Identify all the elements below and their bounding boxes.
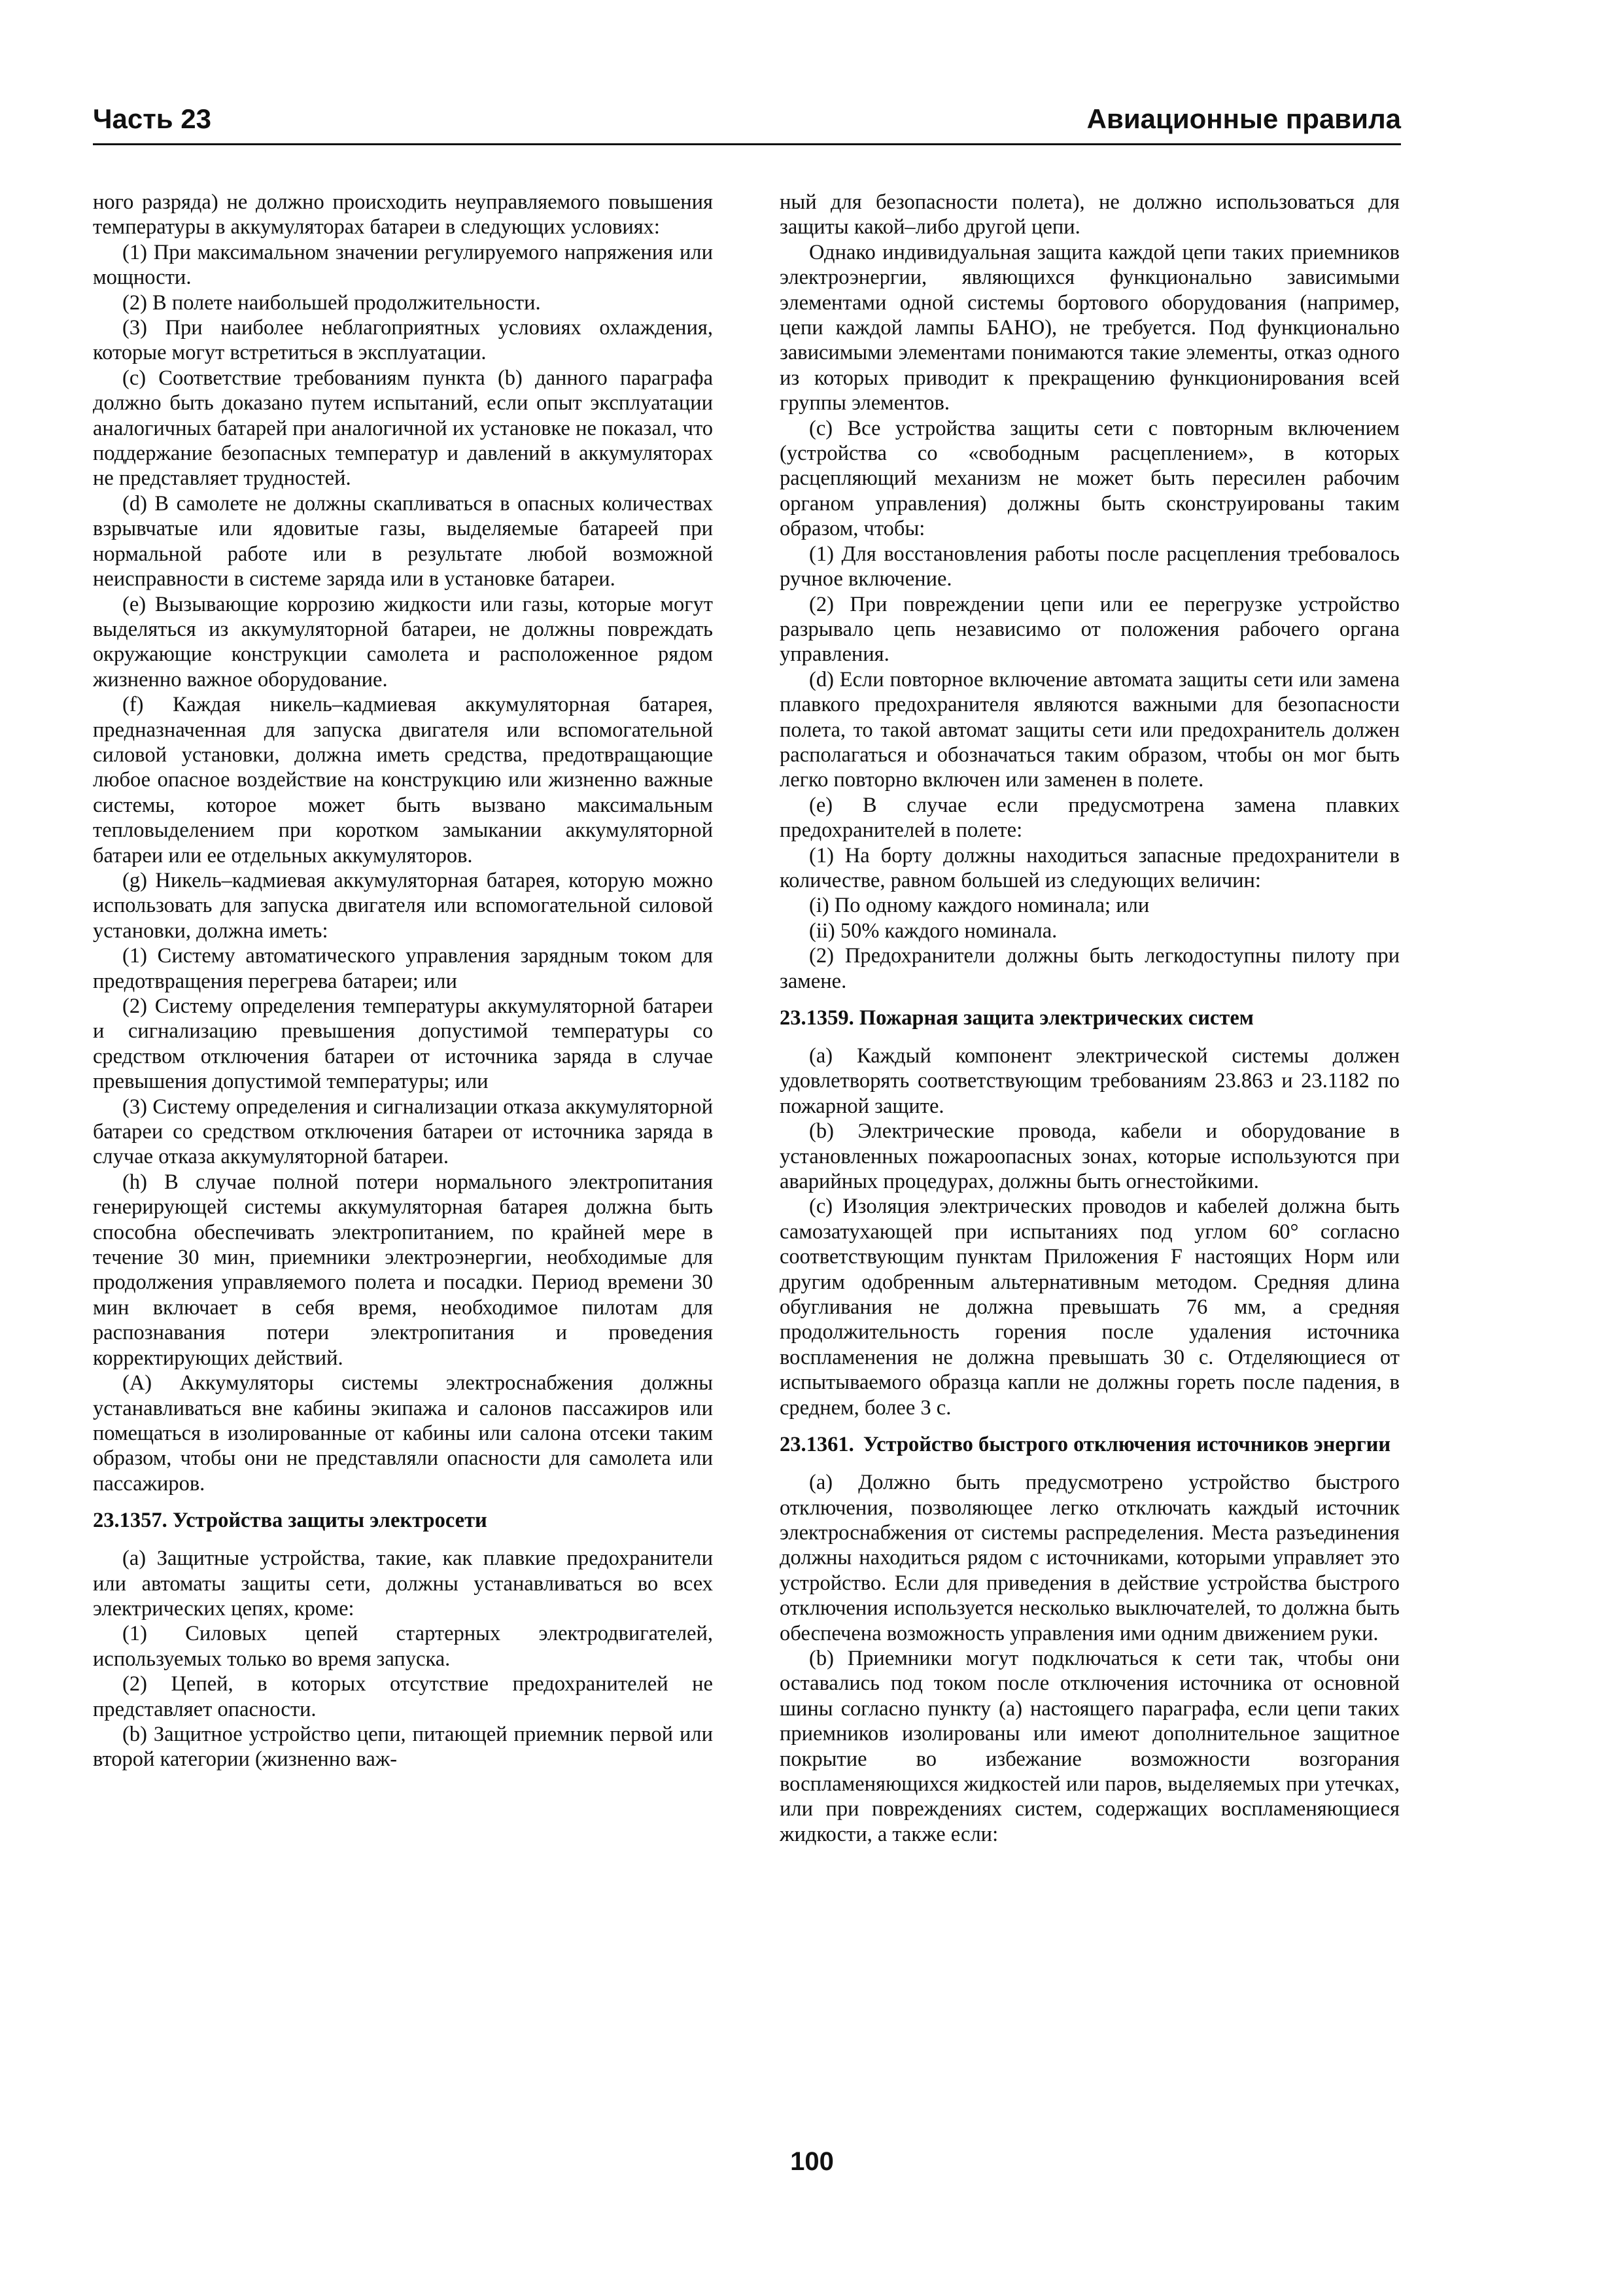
header-rule xyxy=(93,143,1401,145)
paragraph: (g) Никель–кадмиевая аккумуляторная батарея, которую можно использовать для запуска двигателя или вспомогательной силовой установки, должна иметь: xyxy=(93,868,713,943)
paragraph: (1) Силовых цепей стартерных электродвигателей, используемых только во время запуска. xyxy=(93,1622,713,1671)
section-title: Устройство быстрого отключения источников энергии xyxy=(863,1433,1391,1457)
paragraph: ный для безопасности полета), не должно использоваться для защиты какой–либо другой цепи. xyxy=(780,190,1400,239)
paragraph: (f) Каждая никель–кадмиевая аккумуляторная батарея, предназначенная для запуска двигателя или вспомогательной силовой установки, должна иметь средства, предотвращающие любое опасное воздействие на конструкцию или жизненно важные системы, которое может быть вызвано максимальным тепловыделением при коротком замыкании аккумуляторной батареи или ее отдельных аккумуляторов. xyxy=(93,693,713,867)
paragraph: ного разряда) не должно происходить неуправляемого повышения температуры в аккумуляторах батареи в следующих условиях: xyxy=(93,190,713,239)
left-text-column xyxy=(93,190,713,2146)
paragraph: (a) Должно быть предусмотрено устройство быстрого отключения, позволяющее легко отключать каждый источник электроснабжения от системы распределения. Места разъединения должны находиться рядом с источниками, которыми управляет это устройство. Если для приведения в действие устройства быстрого отключения используется несколько выключателей, то должна быть обеспечена возможность управления ими одним движением руки. xyxy=(780,1471,1400,1645)
paragraph: (2) Систему определения температуры аккумуляторной батареи и сигнализацию превышения допустимой температуры со средством отключения батареи от источника заряда в случае превышения допустимой температуры; или xyxy=(93,994,713,1094)
paragraph: (1) На борту должны находиться запасные предохранители в количестве, равном большей из следующих величин: xyxy=(780,843,1400,892)
running-header xyxy=(93,103,1401,143)
paragraph: (A) Аккумуляторы системы электроснабжения должны устанавливаться вне кабины экипажа и салонов пассажиров или помещаться в изолированные от кабины или салона отсеки таким образом, чтобы они не представляли опасности для самолета или пассажиров. xyxy=(93,1371,713,1496)
paragraph: (1) Для восстановления работы после расцепления требовалось ручное включение. xyxy=(780,542,1400,591)
paragraph: (b) Электрические провода, кабели и оборудование в установленных пожароопасных зонах, которые используются при аварийных процедурах, должны быть огнестойкими. xyxy=(780,1119,1400,1194)
paragraph: (1) При максимальном значении регулируемого напряжения или мощности. xyxy=(93,240,713,290)
paragraph: (d) В самолете не должны скапливаться в опасных количествах взрывчатые или ядовитые газы, выделяемые батареей при нормальной работе или в результате любой возможной неисправности в системе заряда или в установке батареи. xyxy=(93,491,713,591)
section-heading: 23.1359. Пожарная защита электрических систем xyxy=(780,1006,1254,1030)
header-book-title: Авиационные правила xyxy=(1086,103,1401,134)
header-part-label: Часть 23 xyxy=(93,103,212,134)
paragraph: (h) В случае полной потери нормального электропитания генерирующей системы аккумуляторная батарея должна быть способна обеспечивать электропитанием, по крайней мере в течение 30 мин, приемники электроэнергии, необходимые для продолжения управляемого полета и посадки. Период времени 30 мин включает в себя время, необходимое пилотам для распознавания потери электропитания и проведения корректирующих действий. xyxy=(93,1170,713,1370)
paragraph: (b) Защитное устройство цепи, питающей приемник первой или второй категории (жизненно важ- xyxy=(93,1722,713,1772)
paragraph: (d) Если повторное включение автомата защиты сети или замена плавкого предохранителя являются важными для безопасности полета, то такой автомат защиты сети или предохранитель должен располагаться и обозначаться таким образом, чтобы он мог быть легко повторно включен или заменен в полете. xyxy=(780,667,1400,792)
paragraph: (2) Предохранители должны быть легкодоступны пилоту при замене. xyxy=(780,944,1400,993)
page-number: 100 xyxy=(790,2147,834,2176)
paragraph: (ii) 50% каждого номинала. xyxy=(809,919,1058,943)
paragraph: (2) При повреждении цепи или ее перегрузке устройство разрывало цепь независимо от положения рабочего органа управления. xyxy=(780,592,1400,667)
paragraph: (a) Защитные устройства, такие, как плавкие предохранители или автоматы защиты сети, должны устанавливаться во всех электрических цепях, кроме: xyxy=(93,1547,713,1621)
paragraph: (1) Систему автоматического управления зарядным током для предотвращения перегрева батареи; или xyxy=(93,944,713,993)
section-heading: 23.1357. Устройства защиты электросети xyxy=(93,1509,487,1533)
paragraph: (3) При наиболее неблагоприятных условиях охлаждения, которые могут встретиться в эксплуатации. xyxy=(93,316,713,365)
paragraph: (2) Цепей, в которых отсутствие предохранителей не представляет опасности. xyxy=(93,1672,713,1721)
paragraph: (e) В случае если предусмотрена замена плавких предохранителей в полете: xyxy=(780,793,1400,843)
section-heading xyxy=(780,1432,1400,1457)
paragraph: (3) Систему определения и сигнализации отказа аккумуляторной батареи со средством отключения батареи от источника заряда в случае отказа аккумуляторной батареи. xyxy=(93,1095,713,1169)
section-number: 23.1361. xyxy=(780,1433,854,1457)
paragraph: (c) Все устройства защиты сети с повторным включением (устройства со «свободным расцеплением», в которых расцепляющий механизм не может быть пересилен рабочим органом управления) должны быть сконструированы таким образом, чтобы: xyxy=(780,416,1400,541)
paragraph: (2) В полете наибольшей продолжительности. xyxy=(122,290,541,315)
paragraph: (b) Приемники могут подключаться к сети так, чтобы они оставались под током после отключения источника от основной шины согласно пункту (a) настоящего параграфа, если цепи таких приемников изолированы или имеют дополнительное защитное покрытие во избежание возможности возгорания воспламеняющихся жидкостей или паров, выделяемых при утечках, или при повреждениях систем, содержащих воспламеняющиеся жидкости, а также если: xyxy=(780,1646,1400,1846)
paragraph: (i) По одному каждого номинала; или xyxy=(809,894,1150,918)
paragraph: Однако индивидуальная защита каждой цепи таких приемников электроэнергии, являющихся функционально зависимыми элементами одной системы бортового оборудования (например, цепи каждой лампы БАНО), не требуется. Под функционально зависимыми элементами понимаются такие элементы, отказ одного из которых приводит к прекращению функционирования всей группы элементов. xyxy=(780,240,1400,415)
paragraph: (a) Каждый компонент электрической системы должен удовлетворять соответствующим требованиям 23.863 и 23.1182 по пожарной защите. xyxy=(780,1044,1400,1118)
paragraph: (c) Изоляция электрических проводов и кабелей должна быть самозатухающей при испытаниях под углом 60° согласно соответствующим пунктам Приложения F настоящих Норм или другим одобренным альтернативным методом. Средняя длина обугливания не должна превышать 76 мм, а средняя продолжительность горения после удаления источника воспламенения не должна превышать 30 с. Отделяющиеся от испытываемого образца капли не должны гореть после падения, в среднем, более 3 с. xyxy=(780,1195,1400,1420)
paragraph: (c) Соответствие требованиям пункта (b) данного параграфа должно быть доказано путем испытаний, если опыт эксплуатации аналогичных батарей при аналогичной их установке не показал, что поддержание безопасных температур и давлений в аккумуляторах не представляет трудностей. xyxy=(93,366,713,491)
right-text-column xyxy=(780,190,1400,2146)
paragraph: (e) Вызывающие коррозию жидкости или газы, которые могут выделяться из аккумуляторной батареи, не должны повреждать окружающие конструкции самолета и расположенное рядом жизненно важное оборудование. xyxy=(93,592,713,692)
